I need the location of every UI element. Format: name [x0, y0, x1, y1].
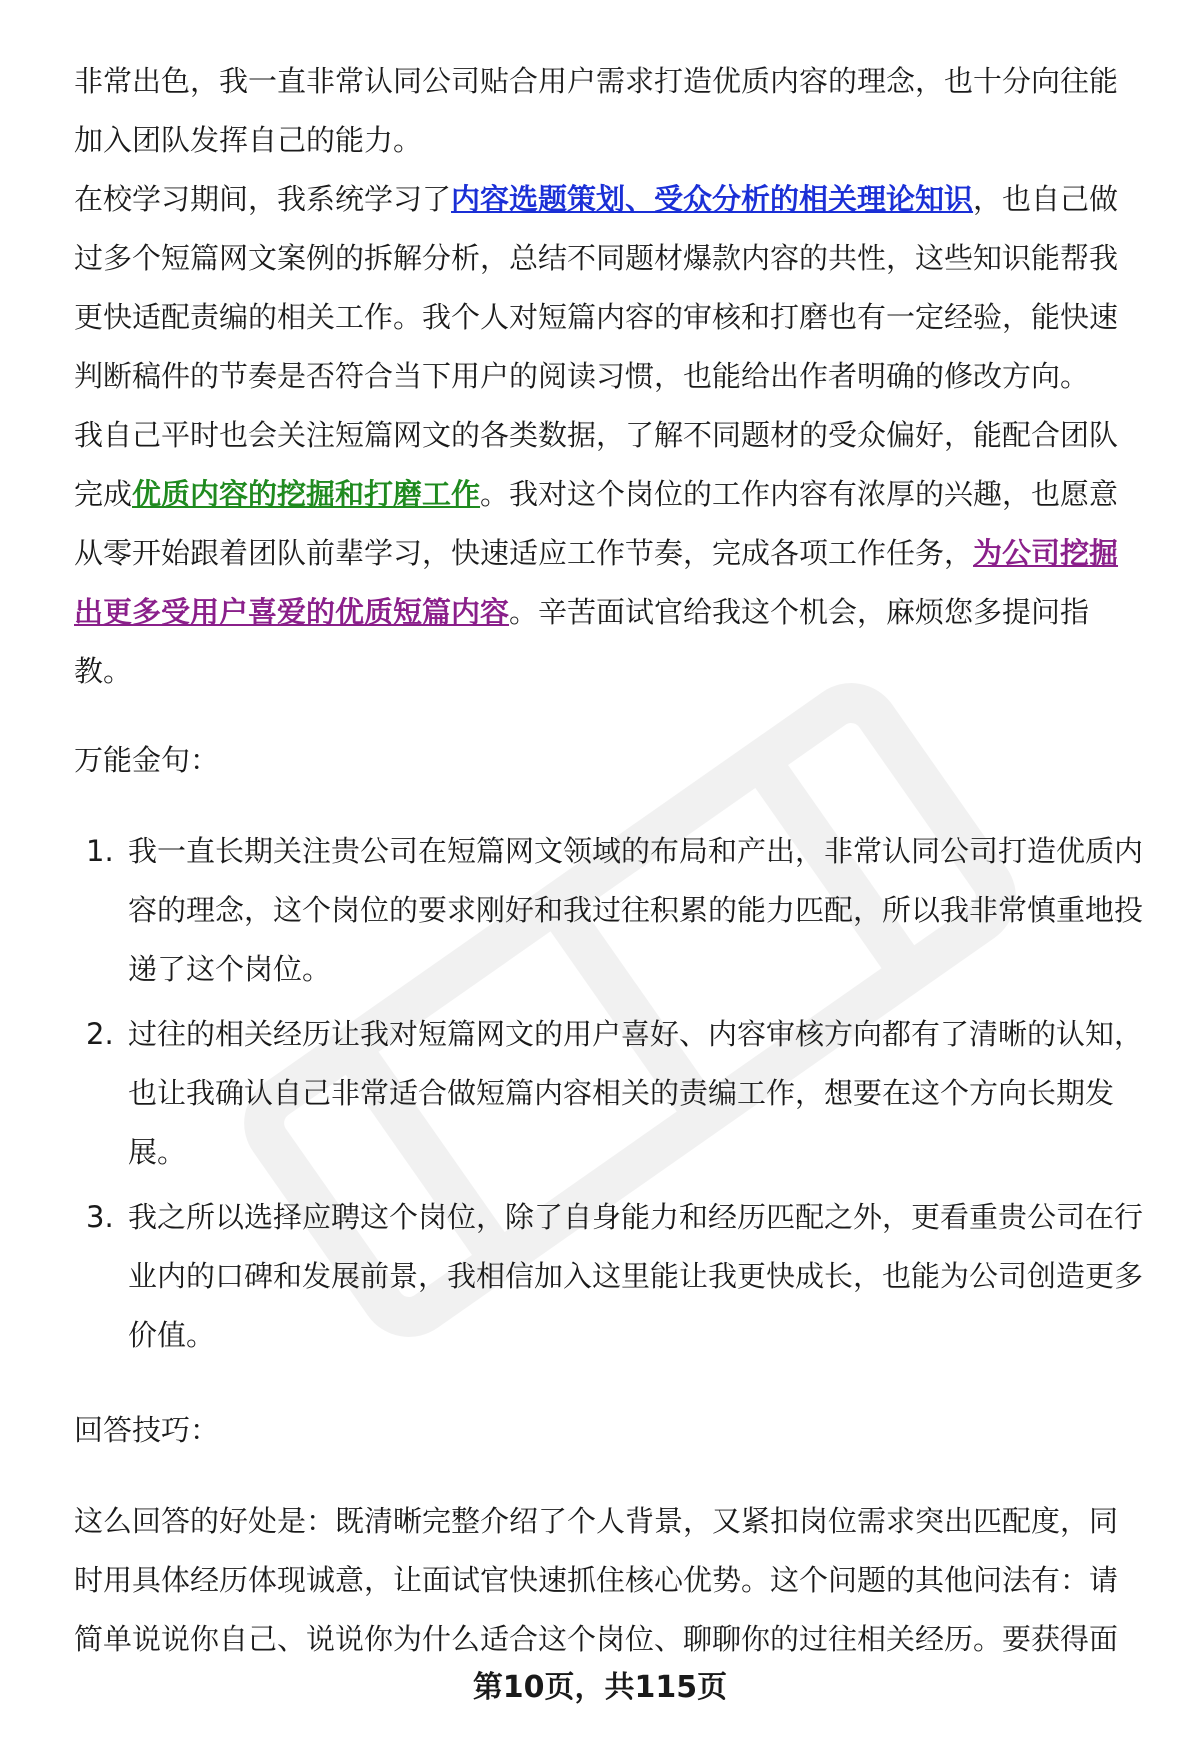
paragraph-intro-tail: 非常出色，我一直非常认同公司贴合用户需求打造优质内容的理念，也十分向往能加入团队发挥自己的能力。	[74, 64, 1119, 157]
list-item-text: 过往的相关经历让我对短篇网文的用户喜好、内容审核方向都有了清晰的认知，也让我确认自己非常适合做短篇内容相关的责编工作，想要在这个方向长期发展。	[128, 1017, 1144, 1169]
golden-sentences-heading: 万能金句：	[74, 743, 220, 777]
list-item-number: 2.	[86, 1017, 114, 1051]
list-item-text: 我之所以选择应聘这个岗位，除了自身能力和经历匹配之外，更看重贵公司在行业内的口碑和发展前景，我相信加入这里能让我更快成长，也能为公司创造更多价值。	[128, 1200, 1144, 1352]
paragraph-study	[74, 170, 1146, 406]
list-item-number: 1.	[86, 834, 114, 868]
answer-tips-heading: 回答技巧：	[74, 1413, 220, 1447]
paragraph-study-rest: ，也自己做过多个短篇网文案例的拆解分析，总结不同题材爆款内容的共性，这些知识能帮我更快适配责编的相关工作。我个人对短篇内容的审核和打磨也有一定经验，能快速判断稿件的节奏是否符合当下用户的阅读习惯，也能给出作者明确的修改方向。	[74, 182, 1119, 393]
paragraph-study-lead: 在校学习期间，我系统学习了	[74, 182, 452, 216]
paragraph-motivation	[74, 406, 1146, 701]
list-item	[74, 1188, 1146, 1365]
page-number: 第10页，共115页	[472, 1670, 728, 1705]
highlight-company-goal: 为公司挖掘出更多受用户喜爱的优质短篇内容	[74, 536, 1119, 629]
paragraph-motivation-end: 。辛苦面试官给我这个机会，麻烦您多提问指教。	[74, 595, 1090, 688]
highlight-theory-knowledge: 内容选题策划、受众分析的相关理论知识	[451, 182, 974, 216]
golden-sentences-list	[74, 822, 1146, 1365]
answer-tips-body: 这么回答的好处是：既清晰完整介绍了个人背景，又紧扣岗位需求突出匹配度，同时用具体经历体现诚意，让面试官快速抓住核心优势。这个问题的其他问法有：请简单说说你自己、说说你为什么适合这个岗位、聊聊你的过往相关经历。要获得面	[74, 1504, 1119, 1656]
list-item	[74, 1005, 1146, 1182]
highlight-content-work: 优质内容的挖掘和打磨工作	[132, 477, 481, 511]
list-item-text: 我一直长期关注贵公司在短篇网文领域的布局和产出，非常认同公司打造优质内容的理念，这个岗位的要求刚好和我过往积累的能力匹配，所以我非常慎重地投递了这个岗位。	[128, 834, 1144, 986]
list-item	[74, 822, 1146, 999]
paragraph-motivation-lead: 我自己平时也会关注短篇网文的各类数据，了解不同题材的受众偏好，能配合团队完成	[74, 418, 1119, 511]
document-body	[74, 52, 1146, 1669]
list-item-number: 3.	[86, 1200, 114, 1234]
paragraph-motivation-middle: 。我对这个岗位的工作内容有浓厚的兴趣，也愿意从零开始跟着团队前辈学习，快速适应工作节奏，完成各项工作任务，	[74, 477, 1119, 570]
